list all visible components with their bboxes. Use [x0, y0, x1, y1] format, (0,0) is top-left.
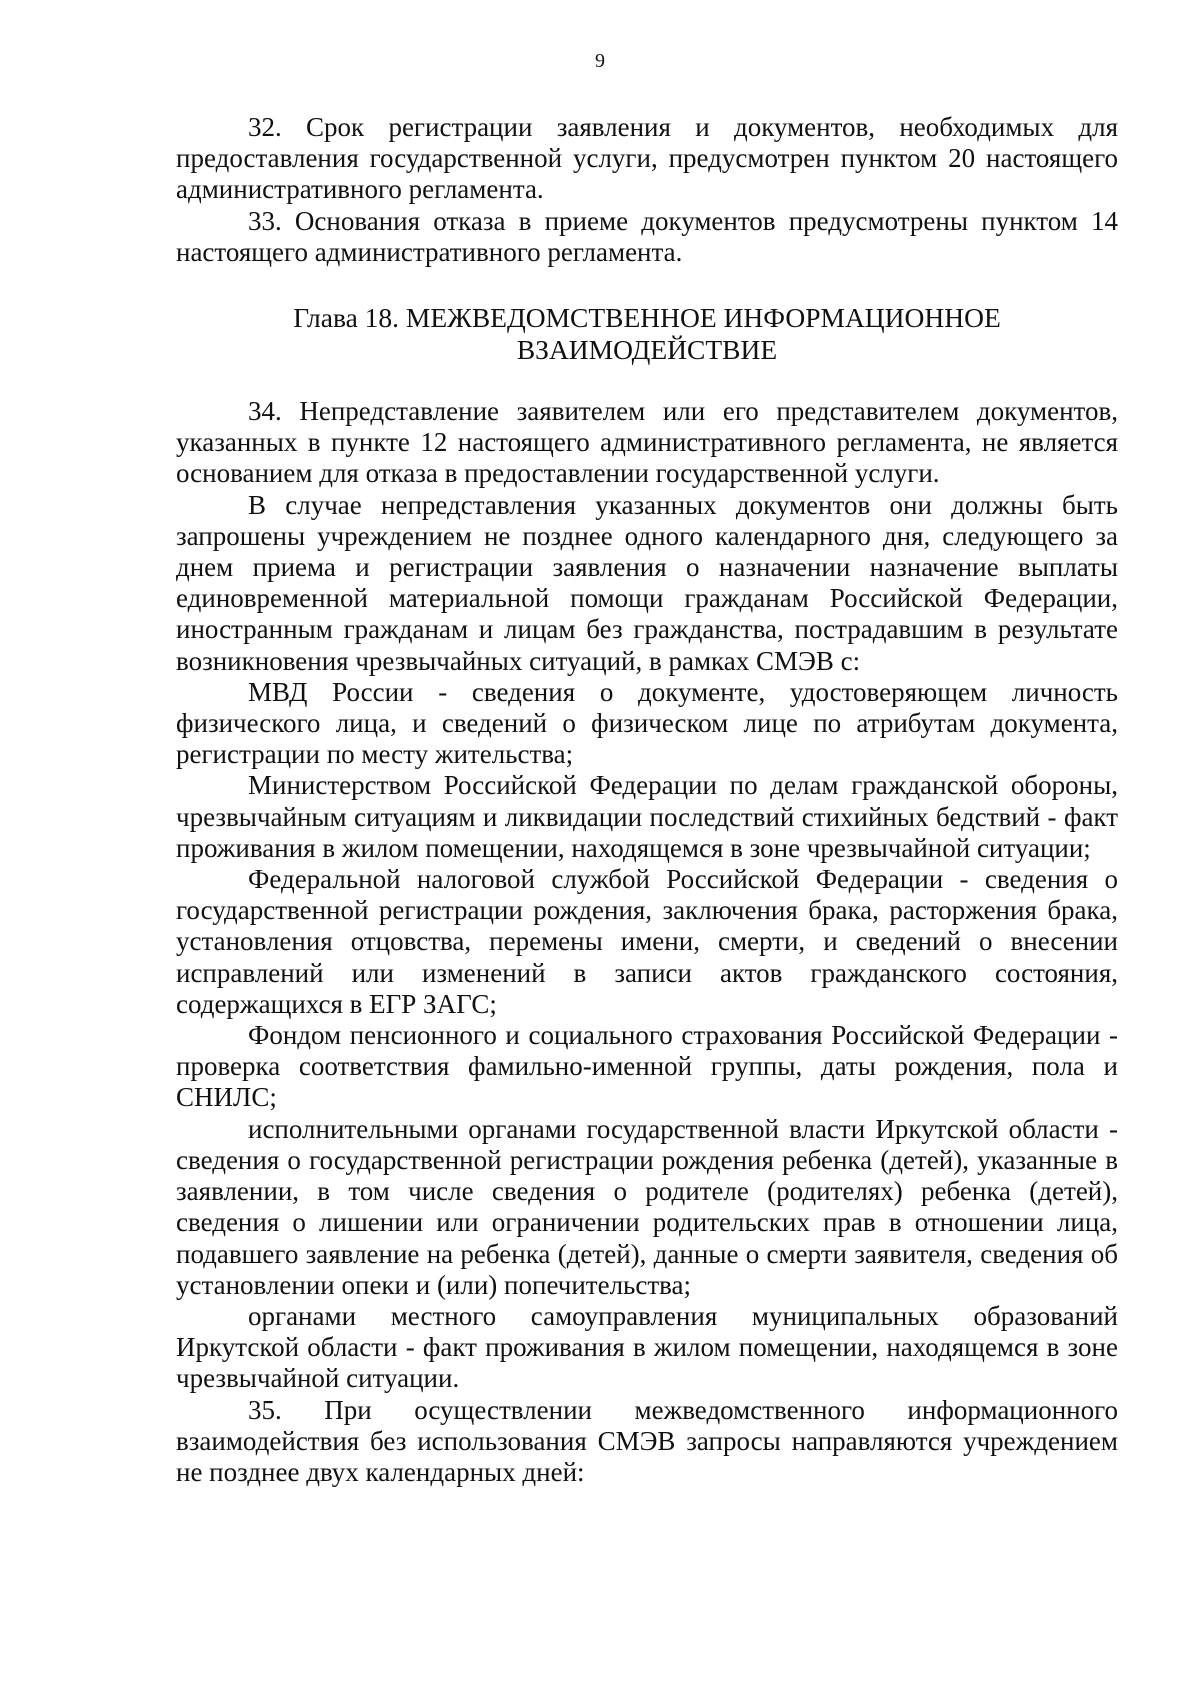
paragraph-executive-bodies: исполнительными органами государственной власти Иркутской области - сведения о государственной регистрации рождения ребенка (детей), указанные в заявлении, в том числе сведения о родителе (родителях) ребенка (детей), сведения о лишении или ограничении родительских прав в отношении лица, подавшего заявление на ребенка (детей), данные о смерти заявителя, сведения об установлении опеки и (или) попечительства; [176, 1113, 1118, 1300]
paragraph-33: 33. Основания отказа в приеме документов предусмотрены пунктом 14 настоящего административного регламента. [176, 205, 1118, 267]
chapter-title-line-2: ВЗАИМОДЕЙСТВИЕ [516, 334, 778, 366]
paragraph-local-government: органами местного самоуправления муниципальных образований Иркутской области - факт проживания в жилом помещении, находящемся в зоне чрезвычайной ситуации. [176, 1300, 1118, 1394]
paragraph-35: 35. При осуществлении межведомственного информационного взаимодействия без использования СМЭВ запросы направляются учреждением не позднее двух календарных дней: [176, 1394, 1118, 1487]
paragraph-mvd: МВД России - сведения о документе, удостоверяющем личность физического лица, и сведений о физическом лице по атрибутам документа, регистрации по месту жительства; [176, 676, 1118, 770]
paragraph-32: 32. Срок регистрации заявления и документов, необходимых для предоставления государственной услуги, предусмотрен пунктом 20 настоящего административного регламента. [176, 112, 1118, 205]
paragraph-fns: Федеральной налоговой службой Российской Федерации - сведения о государственной регистрации рождения, заключения брака, расторжения брака, установления отцовства, перемены имени, смерти, и сведений о внесении исправлений или изменений в записи актов гражданского состояния, содержащихся в ЕГР ЗАГС; [176, 864, 1118, 1019]
chapter-title-line-1: Глава 18. МЕЖВЕДОМСТВЕННОЕ ИНФОРМАЦИОННОЕ [293, 302, 1001, 334]
paragraph-sfr: Фондом пенсионного и социального страхования Российской Федерации - проверка соответствия фамильно-именной группы, даты рождения, пола и СНИЛС; [176, 1020, 1118, 1113]
chapter-heading [176, 302, 1118, 366]
paragraph-mchs: Министерством Российской Федерации по делам гражданской обороны, чрезвычайным ситуациям и ликвидации последствий стихийных бедствий - факт проживания в жилом помещении, находящемся в зоне чрезвычайной ситуации; [176, 770, 1118, 863]
page-number: 9 [595, 50, 605, 72]
paragraph-34: 34. Непредставление заявителем или его представителем документов, указанных в пункте 12 настоящего административного регламента, не является основанием для отказа в предоставлении государственной услуги. [176, 396, 1118, 489]
document-body [176, 112, 1118, 1488]
paragraph-request-intro: В случае непредставления указанных документов они должны быть запрошены учреждением не позднее одного календарного дня, следующего за днем приема и регистрации заявления о назначении назначение выплаты единовременной материальной помощи гражданам Российской Федерации, иностранным гражданам и лицам без гражданства, пострадавшим в результате возникновения чрезвычайных ситуаций, в рамках СМЭВ с: [176, 489, 1118, 676]
